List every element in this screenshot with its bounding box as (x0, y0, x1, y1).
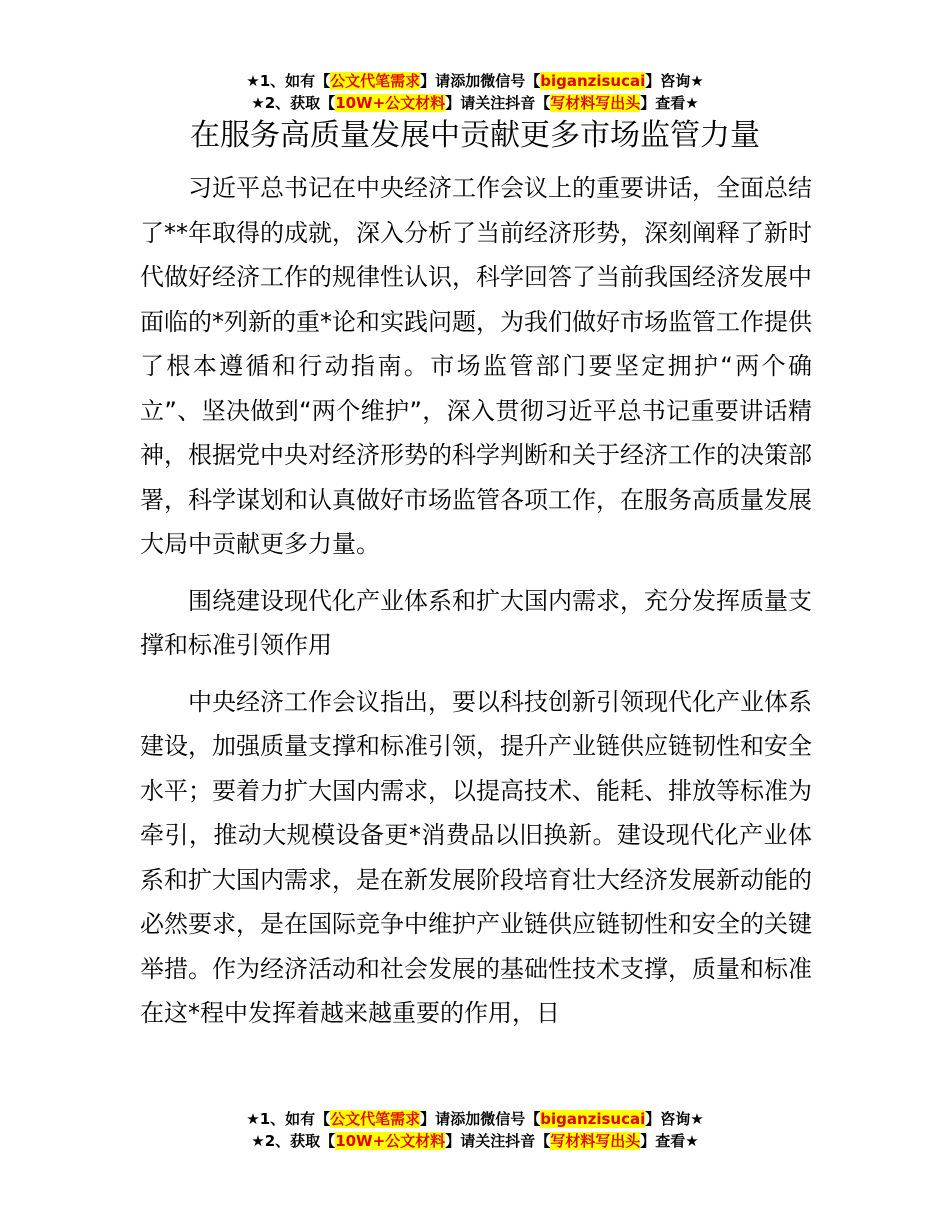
paragraph-intro: 习近平总书记在中央经济工作会议上的重要讲话，全面总结了**年取得的成就，深入分析了当前经济形势，深刻阐释了新时代做好经济工作的规律性认识，科学回答了当前我国经济发展中面临的*列新的重*论和实践问题，为我们做好市场监管工作提供了根本遵循和行动指南。市场监管部门要坚定拥护“两个确立”、坚决做到“两个维护”，深入贯彻习近平总书记重要讲话精神，根据党中央对经济形势的科学判断和关于经济工作的决策部署，科学谋划和认真做好市场监管各项工作，在服务高质量发展大局中贡献更多力量。 (140, 174, 812, 558)
banner-line-1 (0, 1108, 950, 1130)
banner-text: ★1、如有【 (246, 72, 331, 90)
highlight-materials: 10W+公文材料 (335, 1132, 446, 1150)
banner-text: ★2、获取【 (251, 94, 336, 112)
banner-line-1 (0, 70, 950, 92)
banner-text: 】请 (420, 1110, 451, 1128)
bottom-banner (0, 1108, 950, 1152)
banner-text: 】请 (445, 94, 476, 112)
highlight-douyin-account: 写材料写出头 (550, 1132, 641, 1150)
highlight-service: 公文代笔需求 (330, 1110, 421, 1128)
document-body (140, 166, 812, 1042)
banner-text: 添加 (450, 72, 481, 90)
banner-text: 】咨询★ (645, 1110, 704, 1128)
banner-text: ★2、获取【 (251, 1132, 336, 1150)
paragraph-body: 中央经济工作会议指出，要以科技创新引领现代化产业体系建设，加强质量支撑和标准引领，提升产业链供应链韧性和安全水平；要着力扩大国内需求，以提高技术、能耗、排放等标准为牵引，推动大规模设备更*消费品以旧换新。建设现代化产业体系和扩大国内需求，是在新发展阶段培育壮大经济发展新动能的必然要求，是在国际竞争中维护产业链供应链韧性和安全的关键举措。作为经济活动和社会发展的基础性技术支撑，质量和标准在这*程中发挥着越来越重要的作用，日 (140, 687, 812, 1027)
banner-line-2 (0, 92, 950, 114)
banner-text: 微信号【 (480, 1110, 541, 1128)
banner-text: 抖音【 (505, 94, 551, 112)
highlight-materials: 10W+公文材料 (335, 94, 446, 112)
banner-text: 关注 (475, 94, 506, 112)
highlight-douyin-account: 写材料写出头 (550, 94, 641, 112)
highlight-wechat-id: biganzisucai (540, 72, 646, 90)
banner-text: ★1、如有【 (246, 1110, 331, 1128)
banner-line-2 (0, 1130, 950, 1152)
document-title: 在服务高质量发展中贡献更多市场监管力量 (190, 118, 760, 153)
banner-text: 抖音【 (505, 1132, 551, 1150)
banner-text: 】请 (445, 1132, 476, 1150)
highlight-wechat-id: biganzisucai (540, 1110, 646, 1128)
banner-text: 】请 (420, 72, 451, 90)
banner-text: 】查看★ (640, 94, 699, 112)
top-banner (0, 70, 950, 114)
highlight-service: 公文代笔需求 (330, 72, 421, 90)
banner-text: 】查看★ (640, 1132, 699, 1150)
banner-text: 微信号【 (480, 72, 541, 90)
banner-text: 关注 (475, 1132, 506, 1150)
banner-text: 】咨询★ (645, 72, 704, 90)
section-heading: 围绕建设现代化产业体系和扩大国内需求，充分发挥质量支撑和标准引领作用 (140, 586, 812, 659)
banner-text: 添加 (450, 1110, 481, 1128)
